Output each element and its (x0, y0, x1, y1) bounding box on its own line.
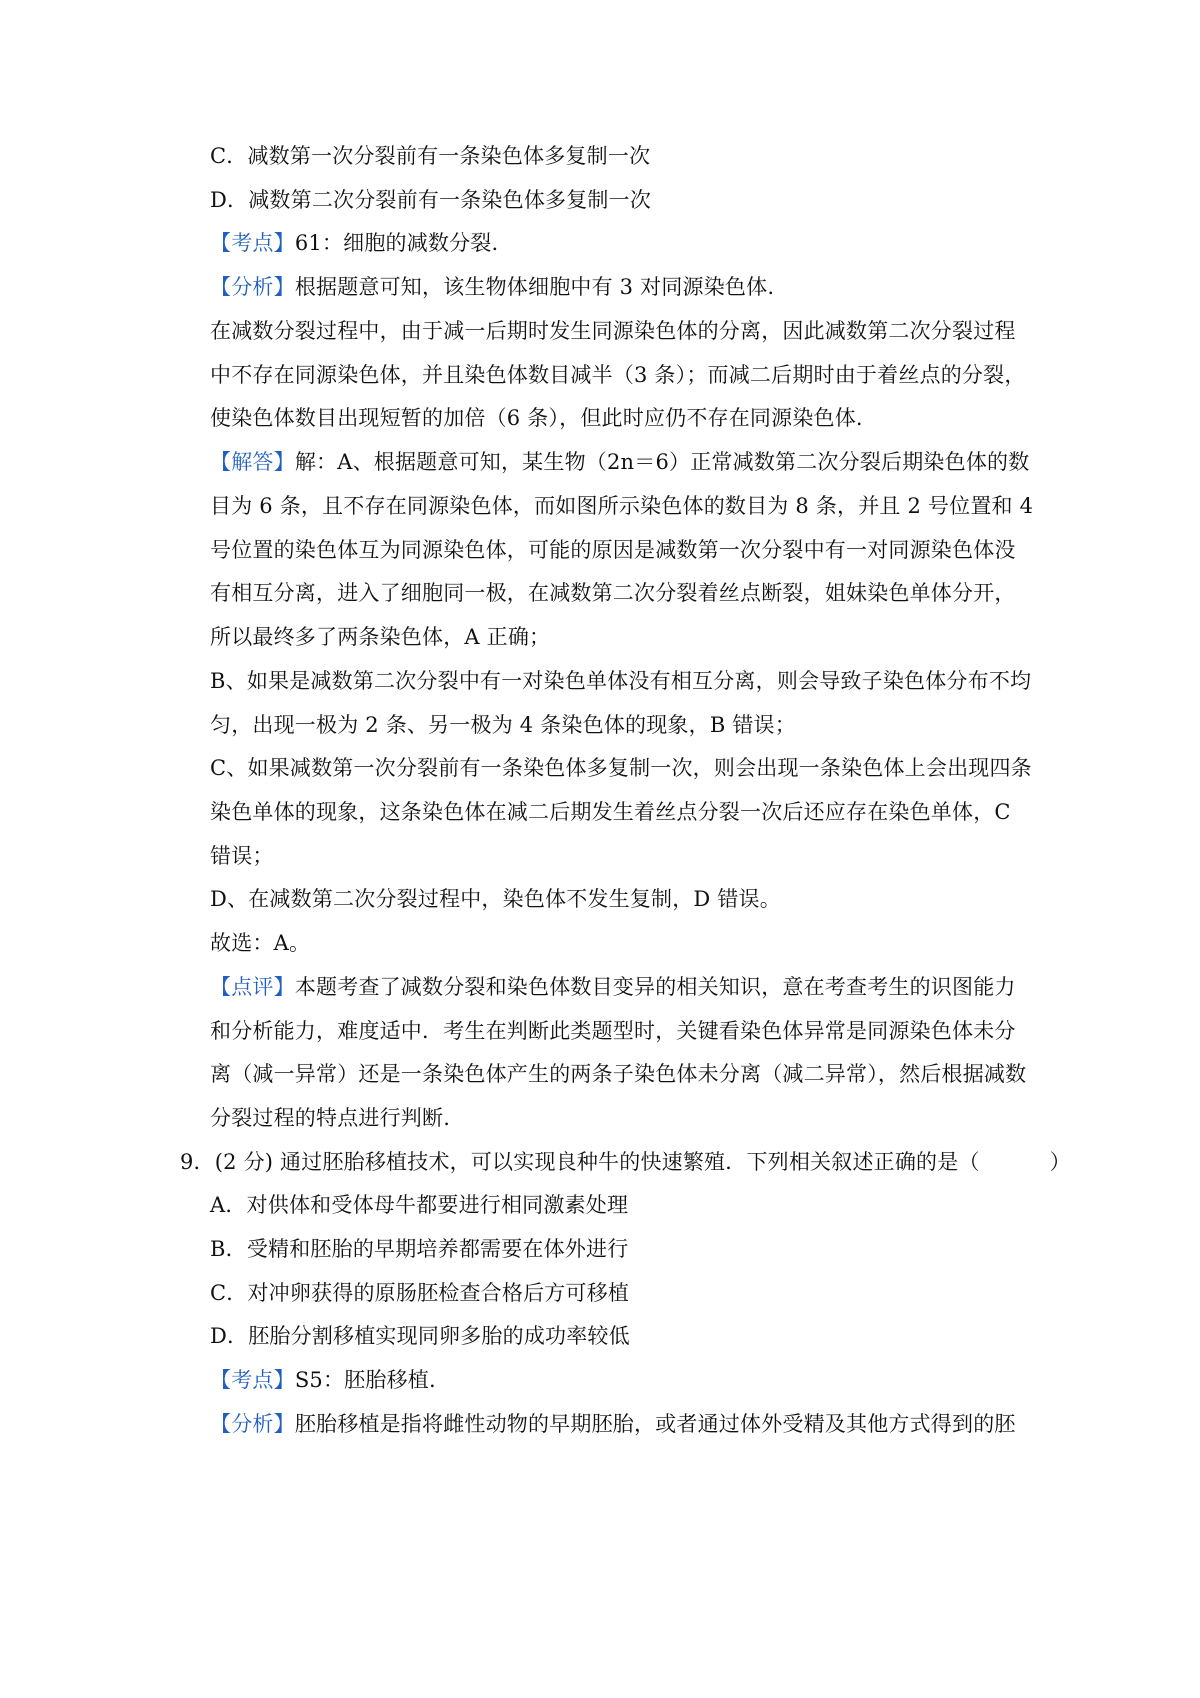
fenxi-text: 根据题意可知，该生物体细胞中有 3 对同源染色体. (294, 275, 775, 299)
q9-stem-end: ） (1049, 1150, 1071, 1174)
q8-dianping (210, 973, 1025, 1001)
q8-jieda (210, 448, 1030, 476)
q8-b-line-2: 匀，出现一极为 2 条、另一极为 4 条染色体的现象，B 错误； (210, 713, 796, 737)
q9-fenxi (210, 1410, 1025, 1438)
q8-fenxi-line-3: 使染色体数目出现短暂的加倍（6 条），但此时应仍不存在同源染色体. (210, 406, 863, 430)
dianping-first: 本题考查了减数分裂和染色体数目变异的相关知识，意在考查考生的识图能力 (294, 975, 1016, 999)
q8-jieda-line-2: 号位置的染色体互为同源染色体，可能的原因是减数第一次分裂中有一对同源染色体没 (210, 538, 1016, 562)
q8-option-c: C．减数第一次分裂前有一条染色体多复制一次 (210, 144, 651, 168)
jieda-tag: 【解答】 (210, 450, 295, 474)
q9-kaodian (210, 1366, 1025, 1394)
q8-dianping-line-1: 和分析能力，难度适中．考生在判断此类题型时，关键看染色体异常是同源染色体未分 (210, 1019, 1016, 1043)
q9-kaodian-tag: 【考点】 (210, 1368, 295, 1392)
q9-kaodian-text: S5：胚胎移植. (294, 1368, 436, 1392)
q9-fenxi-text: 胚胎移植是指将雌性动物的早期胚胎，或者通过体外受精及其他方式得到的胚 (294, 1412, 1016, 1436)
q9-option-d: D．胚胎分割移植实现同卵多胎的成功率较低 (210, 1324, 630, 1348)
q9-fenxi-tag: 【分析】 (210, 1412, 295, 1436)
q8-d-line: D、在减数第二次分裂过程中，染色体不发生复制，D 错误。 (210, 887, 781, 911)
dianping-tag: 【点评】 (210, 975, 295, 999)
q8-c-line-1: C、如果减数第一次分裂前有一条染色体多复制一次，则会出现一条染色体上会出现四条 (210, 756, 1032, 780)
q9-stem (180, 1148, 1071, 1176)
q8-jieda-line-1: 目为 6 条，且不存在同源染色体，而如图所示染色体的数目为 8 条，并且 2 号位置和 4 (210, 494, 1034, 518)
jieda-first: 解：A、根据题意可知，某生物（2n＝6）正常减数第二次分裂后期染色体的数 (294, 450, 1030, 474)
q8-b-line-1: B、如果是减数第二次分裂中有一对染色单体没有相互分离，则会导致子染色体分布不均 (210, 669, 1032, 693)
q8-fenxi-line-1: 在减数分裂过程中，由于减一后期时发生同源染色体的分离，因此减数第二次分裂过程 (210, 319, 1016, 343)
q9-option-c: C．对冲卵获得的原肠胚检查合格后方可移植 (210, 1281, 630, 1305)
q8-dianping-line-2: 离（减一异常）还是一条染色体产生的两条子染色体未分离（减二异常），然后根据减数 (210, 1062, 1027, 1086)
q8-dianping-line-3: 分裂过程的特点进行判断. (210, 1106, 451, 1130)
q8-c-line-2: 染色单体的现象，这条染色体在减二后期发生着丝点分裂一次后还应存在染色单体，C (210, 800, 1011, 824)
kaodian-tag: 【考点】 (210, 231, 295, 255)
fenxi-tag: 【分析】 (210, 275, 295, 299)
q8-fenxi (210, 273, 1025, 301)
q9-stem-text: 9．(2 分) 通过胚胎移植技术，可以实现良种牛的快速繁殖．下列相关叙述正确的是（ (180, 1150, 980, 1174)
q8-fenxi-line-2: 中不存在同源染色体，并且染色体数目减半（3 条）；而减二后期时由于着丝点的分裂， (210, 363, 1026, 387)
q8-jieda-line-4: 所以最终多了两条染色体，A 正确； (210, 625, 551, 649)
q8-kaodian (210, 229, 1025, 257)
q9-option-a: A．对供体和受体母牛都要进行相同激素处理 (210, 1193, 629, 1217)
q8-jieda-line-3: 有相互分离，进入了细胞同一极，在减数第二次分裂着丝点断裂，姐妹染色单体分开， (210, 581, 1016, 605)
q9-option-b: B．受精和胚胎的早期培养都需要在体外进行 (210, 1237, 629, 1261)
q8-option-d: D．减数第二次分裂前有一条染色体多复制一次 (210, 188, 652, 212)
q8-answer: 故选：A。 (210, 931, 311, 955)
kaodian-text: 61：细胞的减数分裂. (294, 231, 499, 255)
q8-c-line-3: 错误； (210, 844, 274, 868)
